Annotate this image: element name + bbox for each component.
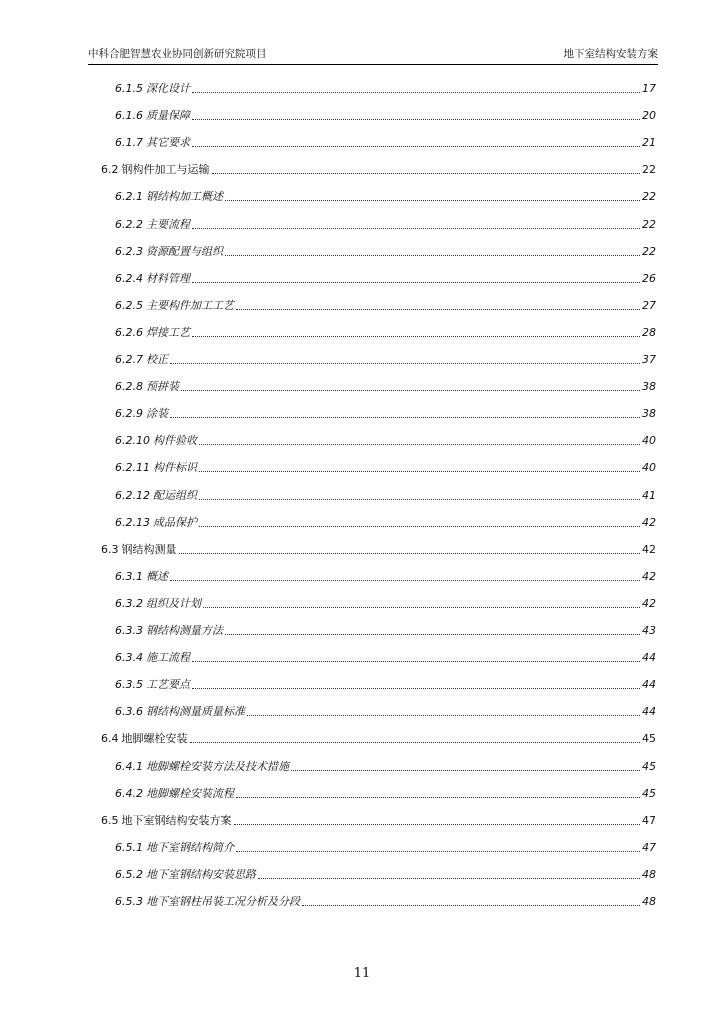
toc-entry-title: 预拼装 [146, 380, 179, 394]
toc-leader-dots [181, 390, 640, 391]
toc-entry[interactable] [115, 188, 656, 204]
toc-entry-page: 21 [642, 136, 656, 150]
toc-entry-title: 工艺要点 [146, 678, 190, 692]
toc-entry-title: 深化设计 [146, 82, 190, 95]
toc-entry-number: 6.2.2 [115, 217, 143, 231]
toc-entry-title: 施工流程 [146, 651, 190, 665]
toc-entry[interactable] [115, 107, 656, 123]
toc-entry-title: 钢结构测量 [121, 542, 177, 556]
toc-entry-title: 地下室钢柱吊装工况分析及分段 [146, 895, 300, 908]
toc-entry-number: 6.2.5 [115, 298, 143, 312]
toc-entry[interactable] [115, 378, 656, 394]
toc-entry-title: 地脚螺栓安装 [121, 732, 188, 746]
toc-entry-page: 44 [642, 705, 656, 719]
toc-leader-dots [199, 471, 640, 472]
toc-entry-title: 组织及计划 [146, 596, 201, 610]
toc-entry[interactable] [115, 893, 656, 909]
toc-entry-title: 构件验收 [153, 434, 197, 448]
toc-entry-number: 6.5.2 [115, 867, 143, 881]
toc-entry-number: 6.5 [101, 813, 119, 827]
toc-entry-number: 6.2 [101, 163, 119, 177]
toc-entry-title: 地脚螺栓安装流程 [146, 786, 234, 800]
toc-entry[interactable] [115, 758, 656, 774]
header-project-name: 中科合肥智慧农业协同创新研究院项目 [88, 48, 267, 60]
toc-entry-page: 38 [642, 380, 656, 394]
toc-entry-title: 钢结构测量方法 [146, 624, 223, 637]
toc-leader-dots [199, 526, 640, 527]
toc-leader-dots [234, 824, 641, 825]
toc-entry-page: 22 [642, 190, 656, 204]
toc-entry-number: 6.2.9 [115, 407, 143, 421]
header-document-title: 地下室结构安装方案 [563, 48, 658, 60]
toc-entry-title: 钢构件加工与运输 [121, 163, 210, 177]
toc-entry-page: 42 [642, 515, 656, 529]
toc-entry[interactable] [101, 812, 656, 828]
toc-entry-number: 6.4.2 [115, 786, 143, 800]
toc-entry-number: 6.2.13 [115, 515, 150, 529]
toc-leader-dots [192, 92, 640, 93]
toc-entry-page: 41 [642, 488, 656, 502]
toc-entry-page: 37 [642, 353, 656, 366]
toc-leader-dots [192, 228, 640, 229]
toc-entry-page: 22 [642, 217, 656, 231]
toc-entry-page: 17 [642, 82, 656, 95]
toc-entry-title: 成品保护 [153, 515, 197, 529]
toc-entry-number: 6.2.11 [115, 461, 150, 475]
toc-entry[interactable] [115, 703, 656, 719]
toc-entry-number: 6.2.1 [115, 190, 143, 204]
toc-entry-page: 27 [642, 298, 656, 312]
toc-leader-dots [170, 363, 640, 364]
toc-entry-title: 资源配置与组织 [146, 244, 223, 258]
toc-entry-title: 地下室钢结构安装方案 [121, 813, 232, 827]
toc-entry-number: 6.4.1 [115, 759, 143, 773]
toc-leader-dots [302, 905, 640, 906]
toc-leader-dots [170, 580, 640, 581]
toc-entry-page: 45 [642, 759, 656, 773]
toc-entry-number: 6.5.1 [115, 840, 143, 854]
toc-entry-number: 6.5.3 [115, 895, 143, 908]
toc-leader-dots [192, 119, 640, 120]
toc-leader-dots [190, 742, 641, 743]
toc-entry-number: 6.3.6 [115, 705, 143, 719]
toc-entry[interactable] [115, 432, 656, 448]
toc-entry-number: 6.2.4 [115, 271, 143, 285]
toc-entry-page: 40 [642, 461, 656, 475]
toc-entry-page: 40 [642, 434, 656, 448]
toc-entry[interactable] [115, 514, 656, 530]
toc-entry-title: 焊接工艺 [146, 325, 190, 339]
toc-entry[interactable] [101, 730, 656, 746]
toc-leader-dots [236, 851, 640, 852]
toc-entry-page: 44 [642, 651, 656, 665]
toc-entry-number: 6.3.5 [115, 678, 143, 692]
toc-leader-dots [192, 282, 640, 283]
toc-entry-page: 26 [642, 271, 656, 285]
toc-leader-dots [192, 336, 640, 337]
toc-entry[interactable] [115, 216, 656, 232]
toc-leader-dots [192, 661, 640, 662]
toc-entry[interactable] [101, 541, 656, 557]
toc-leader-dots [203, 607, 640, 608]
toc-entry[interactable] [115, 80, 656, 96]
toc-entry-number: 6.3.4 [115, 651, 143, 665]
toc-entry-page: 45 [642, 732, 656, 746]
toc-entry-number: 6.3.2 [115, 596, 143, 610]
toc-entry[interactable] [115, 459, 656, 475]
toc-entry-title: 主要构件加工工艺 [146, 298, 234, 312]
toc-entry-title: 其它要求 [146, 136, 190, 150]
toc-leader-dots [236, 797, 640, 798]
toc-entry-page: 42 [642, 569, 656, 583]
toc-leader-dots [247, 715, 640, 716]
toc-leader-dots [170, 417, 640, 418]
toc-entry-page: 22 [642, 244, 656, 258]
toc-leader-dots [258, 878, 640, 879]
toc-entry-number: 6.2.10 [115, 434, 150, 448]
toc-entry[interactable] [115, 270, 656, 286]
toc-entry-page: 48 [642, 895, 656, 908]
toc-entry[interactable] [115, 866, 656, 882]
toc-entry-page: 45 [642, 786, 656, 800]
toc-entry-page: 38 [642, 407, 656, 421]
toc-entry[interactable] [115, 595, 656, 611]
toc-entry-number: 6.3 [101, 542, 119, 556]
toc-entry-number: 6.4 [101, 732, 119, 746]
toc-entry-page: 48 [642, 867, 656, 881]
toc-entry[interactable] [115, 297, 656, 313]
toc-entry-number: 6.2.8 [115, 380, 143, 394]
toc-entry[interactable] [115, 649, 656, 665]
toc-entry-title: 材料管理 [146, 271, 190, 285]
toc-entry-page: 42 [642, 596, 656, 610]
toc-entry-title: 配运组织 [153, 488, 197, 502]
toc-entry-number: 6.2.12 [115, 488, 150, 502]
toc-entry-page: 44 [642, 678, 656, 692]
toc-entry-page: 20 [642, 109, 656, 123]
toc-leader-dots [192, 146, 640, 147]
toc-entry-page: 43 [642, 624, 656, 637]
page-number: 11 [353, 966, 371, 981]
toc-entry-title: 涂装 [146, 407, 168, 421]
toc-entry-title: 地下室钢结构安装思路 [146, 867, 256, 881]
toc-leader-dots [212, 173, 641, 174]
toc-entry-title: 主要流程 [146, 217, 190, 231]
toc-entry[interactable] [115, 351, 656, 367]
toc-entry-page: 47 [642, 840, 656, 854]
toc-entry-number: 6.2.7 [115, 353, 143, 366]
toc-entry[interactable] [115, 622, 656, 638]
toc-entry-title: 校正 [146, 353, 168, 366]
toc-entry[interactable] [115, 839, 656, 855]
toc-leader-dots [225, 200, 640, 201]
toc-entry-number: 6.1.6 [115, 109, 143, 123]
toc-entry[interactable] [115, 487, 656, 503]
toc-entry-title: 地脚螺栓安装方法及技术措施 [146, 759, 289, 773]
toc-entry[interactable] [115, 785, 656, 801]
toc-entry[interactable] [101, 161, 656, 177]
toc-entry[interactable] [115, 243, 656, 259]
toc-entry-page: 42 [642, 542, 656, 556]
toc-leader-dots [192, 688, 640, 689]
toc-leader-dots [199, 444, 640, 445]
toc-leader-dots [225, 255, 640, 256]
toc-entry[interactable] [115, 324, 656, 340]
toc-entry[interactable] [115, 568, 656, 584]
toc-entry-page: 47 [642, 813, 656, 827]
toc-entry[interactable] [115, 134, 656, 150]
toc-leader-dots [225, 634, 640, 635]
toc-entry-title: 概述 [146, 569, 168, 583]
toc-leader-dots [291, 770, 640, 771]
toc-entry-title: 质量保障 [146, 109, 190, 123]
page-header [88, 46, 658, 65]
toc-entry-number: 6.3.1 [115, 569, 143, 583]
toc-entry[interactable] [115, 676, 656, 692]
toc-entry-page: 22 [642, 163, 656, 177]
toc-entry-title: 地下室钢结构简介 [146, 840, 234, 854]
toc-entry-number: 6.1.5 [115, 82, 143, 95]
toc-leader-dots [236, 309, 640, 310]
toc-entry-title: 钢结构加工概述 [146, 190, 223, 204]
toc-entry-number: 6.2.3 [115, 244, 143, 258]
toc-entry-page: 28 [642, 325, 656, 339]
toc-entry-number: 6.3.3 [115, 624, 143, 637]
toc-entry-number: 6.2.6 [115, 325, 143, 339]
toc-entry-number: 6.1.7 [115, 136, 143, 150]
toc-leader-dots [179, 553, 641, 554]
toc-entry[interactable] [115, 405, 656, 421]
toc-leader-dots [199, 499, 640, 500]
toc-entry-title: 构件标识 [153, 461, 197, 475]
toc-entry-title: 钢结构测量质量标准 [146, 705, 245, 719]
